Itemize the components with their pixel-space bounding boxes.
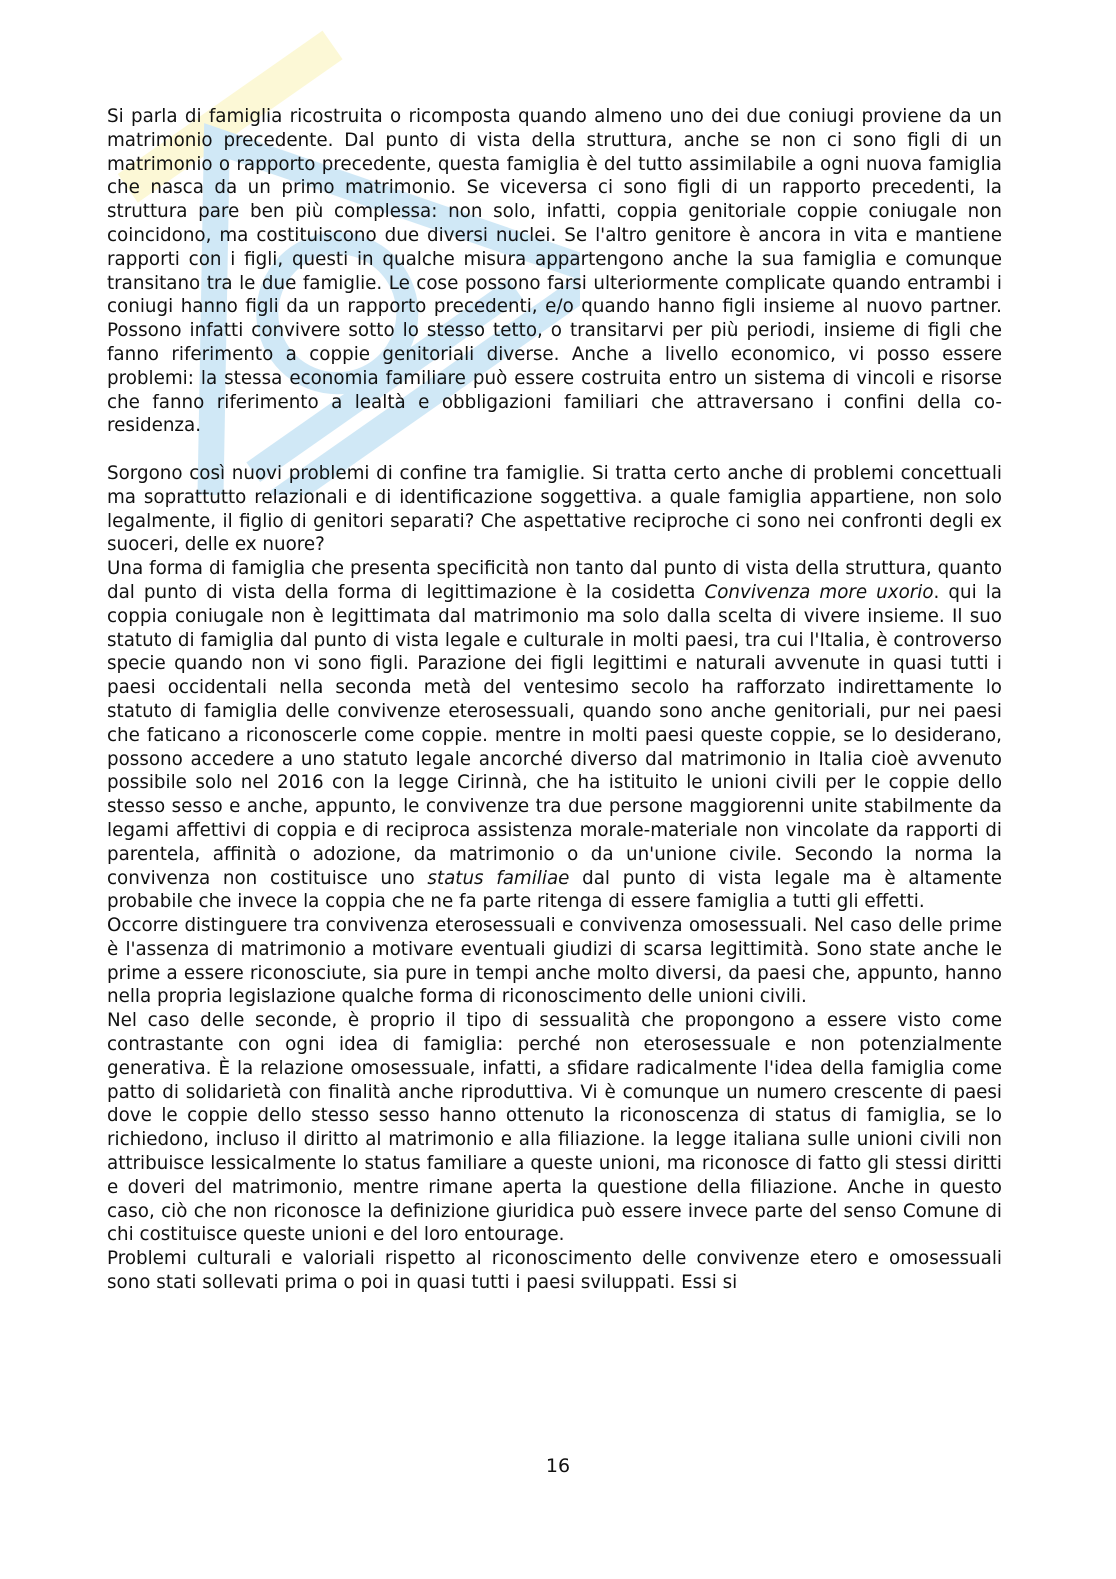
paragraph-text: Nel caso delle seconde, è proprio il tipo di sessualità che propongono a essere visto come contrastante con ogni idea di famiglia: perché non eterosessuale e non potenzialmente generativa. È la relazione omosessuale, infatti, a sfidare radicalmente l'idea della famiglia come patto di solidarietà con finalità anche riproduttiva. Vi è comunque un numero crescente di paesi dove le coppie dello stesso sesso hanno ottenuto la riconoscenza di status di famiglia, se lo richiedono, incluso il diritto al matrimonio e alla filiazione. la legge italiana sulle unioni civili non attribuisce lessicalmente lo status familiare a queste unioni, ma riconosce di fatto gli stessi diritti e doveri del matrimonio, mentre rimane aperta la questione della filiazione. Anche in questo caso, ciò che non riconosce la definizione giuridica può essere invece parte del senso Comune di chi costituisce queste unioni e del loro entourage. xyxy=(107,1010,1002,1246)
paragraph-text: Sorgono così nuovi problemi di confine tra famiglie. Si tratta certo anche di problemi concettuali ma soprattutto relazionali e di identificazione soggettiva. a quale famiglia appartiene, non solo legalmente, il figlio di genitori separati? Che aspettative reciproche ci sono nei confronti degli ex suoceri, delle ex nuore? xyxy=(107,462,1002,556)
paragraph-text: Problemi culturali e valoriali rispetto al riconoscimento delle convivenze etero e omosessuali sono stati sollevati prima o poi in quasi tutti i paesi sviluppati. Essi si xyxy=(107,1248,1002,1294)
italic-term: status familiae xyxy=(427,867,570,889)
paragraph-text: dal punto di vista legale ma è altamente probabile che invece la coppia che ne fa parte ritenga di essere famiglia a tutti gli effetti. xyxy=(107,867,1002,913)
document-body xyxy=(107,105,1002,1295)
paragraph xyxy=(107,1009,1002,1247)
paragraph xyxy=(107,557,1002,914)
paragraph-text: Una forma di famiglia che presenta specificità non tanto dal punto di vista della struttura, quanto dal punto di vista della forma di legittimazione è la cosidetta xyxy=(107,558,1002,603)
paragraph xyxy=(107,914,1002,1009)
paragraph xyxy=(107,105,1002,438)
paragraph-text: Occorre distinguere tra convivenza eterosessuali e convivenza omosessuali. Nel caso delle prime è l'assenza di matrimonio a motivare eventuali giudizi di scarsa legittimità. Sono state anche le prime a essere riconosciute, sia pure in tempi anche molto diversi, da paesi che, appunto, hanno nella propria legislazione qualche forma di riconoscimento delle unioni civili. xyxy=(107,915,1002,1008)
paragraph xyxy=(107,1247,1002,1295)
page-number: 16 xyxy=(545,1455,571,1477)
italic-term: Convivenza more uxorio xyxy=(704,581,934,603)
paragraph xyxy=(107,462,1002,557)
paragraph-text: Si parla di famiglia ricostruita o ricomposta quando almeno uno dei due coniugi proviene da un matrimonio precedente. Dal punto di vista della struttura, anche se non ci sono figli di un matrimonio o rapporto precedente, questa famiglia è del tutto assimilabile a ogni nuova famiglia che nasca da un primo matrimonio. Se viceversa ci sono figli di un rapporto precedenti, la struttura pare ben più complessa: non solo, infatti, coppia genitoriale coppie coniugale non coincidono, ma costituiscono due diversi nuclei. Se l'altro genitore è ancora in vita e mantiene rapporti con i figli, questi in qualche misura appartengono anche la sua famiglia e comunque transitano tra le due famiglie. Le cose possono farsi ulteriormente complicate quando entrambi i coniugi hanno figli da un rapporto precedenti, e/o quando hanno figli insieme al nuovo partner. Possono infatti convivere sotto lo stesso tetto, o transitarvi per più periodi, insieme di figli che fanno riferimento a coppie genitoriali diverse. Anche a livello economico, vi posso essere problemi: la stessa economia familiare può essere costruita entro un sistema di vincoli e risorse che fanno riferimento a lealtà e obbligazioni familiari che attraversano i confini della co-residenza. xyxy=(107,106,1002,437)
paragraph-text: . qui la coppia coniugale non è legittimata dal matrimonio ma solo dalla scelta di vivere insieme. Il suo statuto di famiglia dal punto di vista legale e culturale in molti paesi, tra cui l'Italia, è controverso specie quando non vi sono figli. Parazione dei figli legittimi e naturali avvenute in quasi tutti i paesi occidentali nella seconda metà del ventesimo secolo ha rafforzato indirettamente lo statuto di famiglia delle convivenze eterosessuali, quando sono anche genitoriali, pur nei paesi che faticano a riconoscerle come coppie. mentre in molti paesi queste coppie, se lo desiderano, possono accedere a uno statuto legale ancorché diverso dal matrimonio in Italia cioè avvenuto possibile solo nel 2016 con la legge Cirinnà, che ha istituito le unioni civili per le coppie dello stesso sesso e anche, appunto, le convivenze tra due persone maggiorenni unite stabilmente da legami affettivi di coppia e di reciproca assistenza morale-materiale non vincolate da rapporti di parentela, affinità o adozione, da matrimonio o da un'unione civile. Secondo la norma la convivenza non costituisce uno xyxy=(107,581,1002,889)
